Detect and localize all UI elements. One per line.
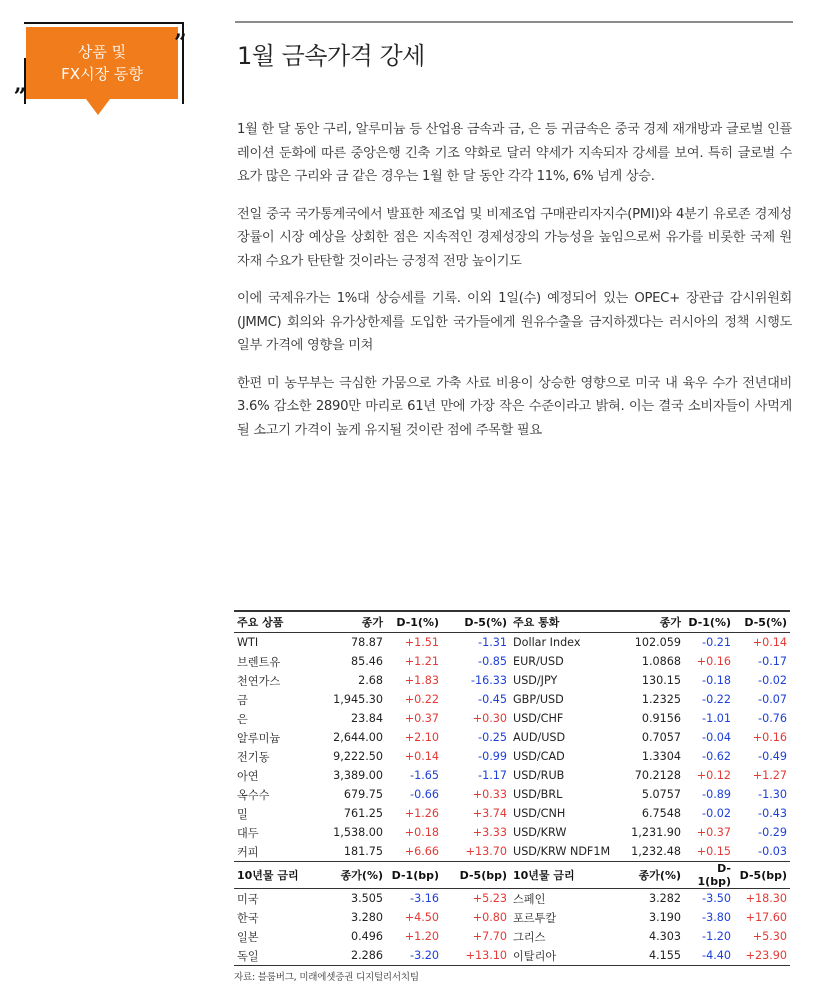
- instrument-name: USD/KRW: [513, 826, 567, 839]
- table-cell: +0.12: [696, 769, 731, 782]
- column-header: 주요 통화: [510, 611, 616, 633]
- table-cell: 3.505: [350, 892, 383, 905]
- table-cell: -0.02: [758, 674, 787, 687]
- column-header: 주요 상품: [234, 611, 314, 633]
- table-cell: 2,644.00: [333, 731, 383, 744]
- table-cell: -4.40: [684, 946, 734, 966]
- market-data-table: [234, 610, 790, 966]
- table-cell: -3.20: [386, 946, 442, 966]
- table-cell: -1.30: [758, 788, 787, 801]
- table-cell: +0.80: [472, 911, 507, 924]
- table-cell: +1.83: [404, 674, 439, 687]
- table-cell: -0.45: [478, 693, 507, 706]
- source-note: 자료: 블룸버그, 미래에셋증권 디지털리서치팀: [234, 972, 419, 983]
- table-cell: 2.286: [314, 946, 386, 966]
- table-cell: 85.46: [350, 655, 383, 668]
- table-row: [234, 889, 790, 909]
- instrument-name: 밀: [237, 807, 248, 821]
- instrument-name: AUD/USD: [513, 731, 566, 744]
- instrument-name: USD/CAD: [513, 750, 565, 763]
- table-cell: -0.85: [478, 655, 507, 668]
- table-row: [234, 842, 790, 862]
- table-cell: +3.33: [472, 826, 507, 839]
- table-cell: +0.16: [696, 655, 731, 668]
- table-cell: -1.65: [410, 769, 439, 782]
- table-cell: -0.04: [702, 731, 731, 744]
- table-cell: +6.66: [386, 842, 442, 862]
- table-cell: -3.50: [702, 892, 731, 905]
- table-cell: 761.25: [343, 807, 383, 820]
- table-cell: -1.17: [478, 769, 507, 782]
- table-cell: 1,232.48: [616, 842, 684, 862]
- table-cell: 0.7057: [641, 731, 681, 744]
- table-cell: +0.37: [404, 712, 439, 725]
- table-cell: 2.68: [358, 674, 383, 687]
- table-cell: +0.33: [472, 788, 507, 801]
- close-quote-mark: ”: [174, 30, 187, 56]
- table-cell: -0.21: [702, 636, 731, 649]
- table-cell: -0.66: [410, 788, 439, 801]
- badge-box: [26, 27, 178, 99]
- paragraph: 1월 한 달 동안 구리, 알루미늄 등 산업용 금속과 금, 은 등 귀금속은 중국 경제 재개방과 글로벌 인플레이션 둔화에 따른 중앙은행 긴축 기조 약화로 달러 약세가 지속되자 강세를 보여. 특히 글로벌 수요가 많은 구리와 금 같은 경우는 1월 한 달 동안 각각 11%, 6% 넘게 상승.: [237, 122, 792, 184]
- paragraph: 이에 국제유가는 1%대 상승세를 기록. 이외 1일(수) 예정되어 있는 OPEC+ 장관급 감시위원회(JMMC) 회의와 유가상한제를 도입한 국가들에게 원유수출을 금지하겠다는 러시아의 정책 시행도 일부 가격에 영향을 미쳐: [237, 291, 792, 353]
- instrument-name: GBP/USD: [513, 693, 564, 706]
- instrument-name: 알루미늄: [237, 731, 281, 745]
- table-cell: +17.60: [745, 911, 787, 924]
- column-header: D-1(bp): [684, 862, 734, 889]
- instrument-name: 금: [237, 693, 248, 707]
- table-cell: +4.50: [404, 911, 439, 924]
- instrument-name: 독일: [234, 946, 314, 966]
- table-cell: -1.01: [702, 712, 731, 725]
- table-row: [234, 652, 790, 671]
- table-cell: 1.3304: [641, 750, 681, 763]
- table-cell: 1.2325: [641, 693, 681, 706]
- table-row: [234, 804, 790, 823]
- market-table-container: [234, 610, 790, 983]
- table-cell: +0.14: [404, 750, 439, 763]
- instrument-name: 천연가스: [237, 674, 281, 688]
- instrument-name: 스페인: [513, 892, 546, 906]
- table-row: [234, 927, 790, 946]
- instrument-name: 대두: [237, 826, 259, 840]
- table-cell: 70.2128: [634, 769, 681, 782]
- table-cell: +13.10: [442, 946, 510, 966]
- column-header: 종가(%): [616, 862, 684, 889]
- instrument-name: 브렌트유: [237, 655, 281, 669]
- table-row: [234, 709, 790, 728]
- instrument-name: 은: [237, 712, 248, 726]
- badge-pointer: [86, 99, 110, 115]
- table-cell: +0.16: [752, 731, 787, 744]
- table-cell: +5.30: [752, 930, 787, 943]
- table-cell: 4.155: [616, 946, 684, 966]
- table-cell: 3.280: [350, 911, 383, 924]
- instrument-name: WTI: [237, 636, 259, 649]
- table-row: [234, 671, 790, 690]
- instrument-name: 그리스: [513, 930, 546, 944]
- table-cell: -1.20: [702, 930, 731, 943]
- column-header: 종가: [314, 611, 386, 633]
- instrument-name: 옥수수: [237, 788, 270, 802]
- table-cell: 102.059: [634, 636, 681, 649]
- instrument-name: Dollar Index: [513, 636, 581, 649]
- table-cell: -1.31: [478, 636, 507, 649]
- table-row: [234, 766, 790, 785]
- column-header: 종가: [616, 611, 684, 633]
- table-cell: +23.90: [734, 946, 790, 966]
- table-cell: 3.190: [648, 911, 681, 924]
- table-cell: +0.37: [696, 826, 731, 839]
- instrument-name: USD/CHF: [513, 712, 564, 725]
- table-cell: 1.0868: [641, 655, 681, 668]
- table-row: [234, 785, 790, 804]
- table-cell: 0.9156: [641, 712, 681, 725]
- table-cell: -0.07: [758, 693, 787, 706]
- table-cell: 0.496: [350, 930, 383, 943]
- table-header-row: [234, 611, 790, 633]
- table-cell: -0.49: [758, 750, 787, 763]
- column-header: 10년물 금리: [510, 862, 616, 889]
- table-cell: 6.7548: [641, 807, 681, 820]
- instrument-name: USD/BRL: [513, 788, 563, 801]
- instrument-name: 미국: [237, 892, 259, 906]
- table-cell: -0.29: [758, 826, 787, 839]
- table-header-row: [234, 862, 790, 889]
- column-header: 10년물 금리: [234, 862, 314, 889]
- table-row: [234, 946, 790, 966]
- table-cell: -16.33: [470, 674, 507, 687]
- column-header: D-1(bp): [386, 862, 442, 889]
- table-cell: +13.70: [442, 842, 510, 862]
- table-cell: 130.15: [641, 674, 681, 687]
- instrument-name: USD/KRW NDF1M: [510, 842, 616, 862]
- table-cell: 679.75: [343, 788, 383, 801]
- paragraph: 한편 미 농무부는 극심한 가뭄으로 가축 사료 비용이 상승한 영향으로 미국 내 육우 수가 전년대비 3.6% 감소한 2890만 마리로 61년 만에 가장 작은 수준이라고 밝혀. 이는 결국 소비자들이 사먹게 될 소고기 가격이 높게 유지될 것이란 점에 주목할 필요: [237, 375, 792, 438]
- column-header: D-5(bp): [734, 862, 790, 889]
- table-cell: 78.87: [350, 636, 383, 649]
- table-cell: 4.303: [648, 930, 681, 943]
- instrument-name: 커피: [234, 842, 314, 862]
- instrument-name: 이탈리아: [510, 946, 616, 966]
- table-cell: -3.16: [410, 892, 439, 905]
- table-cell: +7.70: [472, 930, 507, 943]
- table-cell: -0.22: [702, 693, 731, 706]
- table-row: [234, 823, 790, 842]
- open-quote-mark: „: [14, 71, 27, 97]
- table-row: [234, 908, 790, 927]
- table-cell: +0.15: [684, 842, 734, 862]
- table-cell: +0.18: [404, 826, 439, 839]
- instrument-name: 한국: [237, 911, 259, 925]
- table-cell: +1.21: [404, 655, 439, 668]
- table-row: [234, 728, 790, 747]
- table-cell: -0.02: [702, 807, 731, 820]
- table-cell: -0.25: [478, 731, 507, 744]
- column-header: D-5(bp): [442, 862, 510, 889]
- table-row: [234, 747, 790, 766]
- table-cell: 1,231.90: [631, 826, 681, 839]
- article-body: [237, 118, 792, 456]
- table-row: [234, 690, 790, 709]
- table-cell: +2.10: [404, 731, 439, 744]
- table-cell: -0.99: [478, 750, 507, 763]
- table-cell: -0.62: [702, 750, 731, 763]
- table-cell: -0.03: [734, 842, 790, 862]
- table-cell: +1.51: [404, 636, 439, 649]
- instrument-name: 전기동: [237, 750, 270, 764]
- table-cell: +3.74: [472, 807, 507, 820]
- section-badge: [14, 18, 189, 123]
- table-cell: +5.23: [472, 892, 507, 905]
- table-cell: +1.20: [404, 930, 439, 943]
- table-cell: -3.80: [702, 911, 731, 924]
- table-cell: +1.26: [404, 807, 439, 820]
- badge-frame: [24, 22, 184, 24]
- title-rule: [235, 21, 793, 23]
- instrument-name: 일본: [237, 930, 259, 944]
- table-cell: 9,222.50: [333, 750, 383, 763]
- table-cell: +0.14: [752, 636, 787, 649]
- instrument-name: USD/CNH: [513, 807, 566, 820]
- table-cell: 181.75: [314, 842, 386, 862]
- column-header: D-5(%): [734, 611, 790, 633]
- table-cell: 3.282: [648, 892, 681, 905]
- instrument-name: EUR/USD: [513, 655, 564, 668]
- column-header: D-1(%): [684, 611, 734, 633]
- badge-line-2: FX시장 동향: [61, 65, 143, 83]
- table-cell: 1,538.00: [333, 826, 383, 839]
- table-cell: 3,389.00: [333, 769, 383, 782]
- table-cell: +0.22: [404, 693, 439, 706]
- column-header: D-1(%): [386, 611, 442, 633]
- table-cell: 1,945.30: [333, 693, 383, 706]
- table-cell: +0.30: [472, 712, 507, 725]
- table-row: [234, 633, 790, 653]
- instrument-name: 포르투칼: [513, 911, 557, 925]
- badge-line-1: 상품 및: [77, 43, 127, 61]
- table-cell: 5.0757: [641, 788, 681, 801]
- page-title: 1월 금속가격 강세: [237, 42, 425, 70]
- table-cell: -0.43: [758, 807, 787, 820]
- table-cell: +1.27: [752, 769, 787, 782]
- table-cell: +18.30: [745, 892, 787, 905]
- instrument-name: USD/JPY: [513, 674, 558, 687]
- instrument-name: USD/RUB: [513, 769, 565, 782]
- table-cell: -0.17: [758, 655, 787, 668]
- paragraph: 전일 중국 국가통계국에서 발표한 제조업 및 비제조업 구매관리자지수(PMI)와 4분기 유로존 경제성장률이 시장 예상을 상회한 점은 지속적인 경제성장의 가능성을 높임으로써 유가를 비롯한 국제 원자재 수요가 탄탄할 것이라는 긍정적 전망 높이기도: [237, 206, 792, 269]
- table-cell: -0.89: [702, 788, 731, 801]
- column-header: 종가(%): [314, 862, 386, 889]
- column-header: D-5(%): [442, 611, 510, 633]
- instrument-name: 아연: [237, 769, 259, 783]
- table-cell: -0.18: [702, 674, 731, 687]
- table-cell: -0.76: [758, 712, 787, 725]
- table-cell: 23.84: [350, 712, 383, 725]
